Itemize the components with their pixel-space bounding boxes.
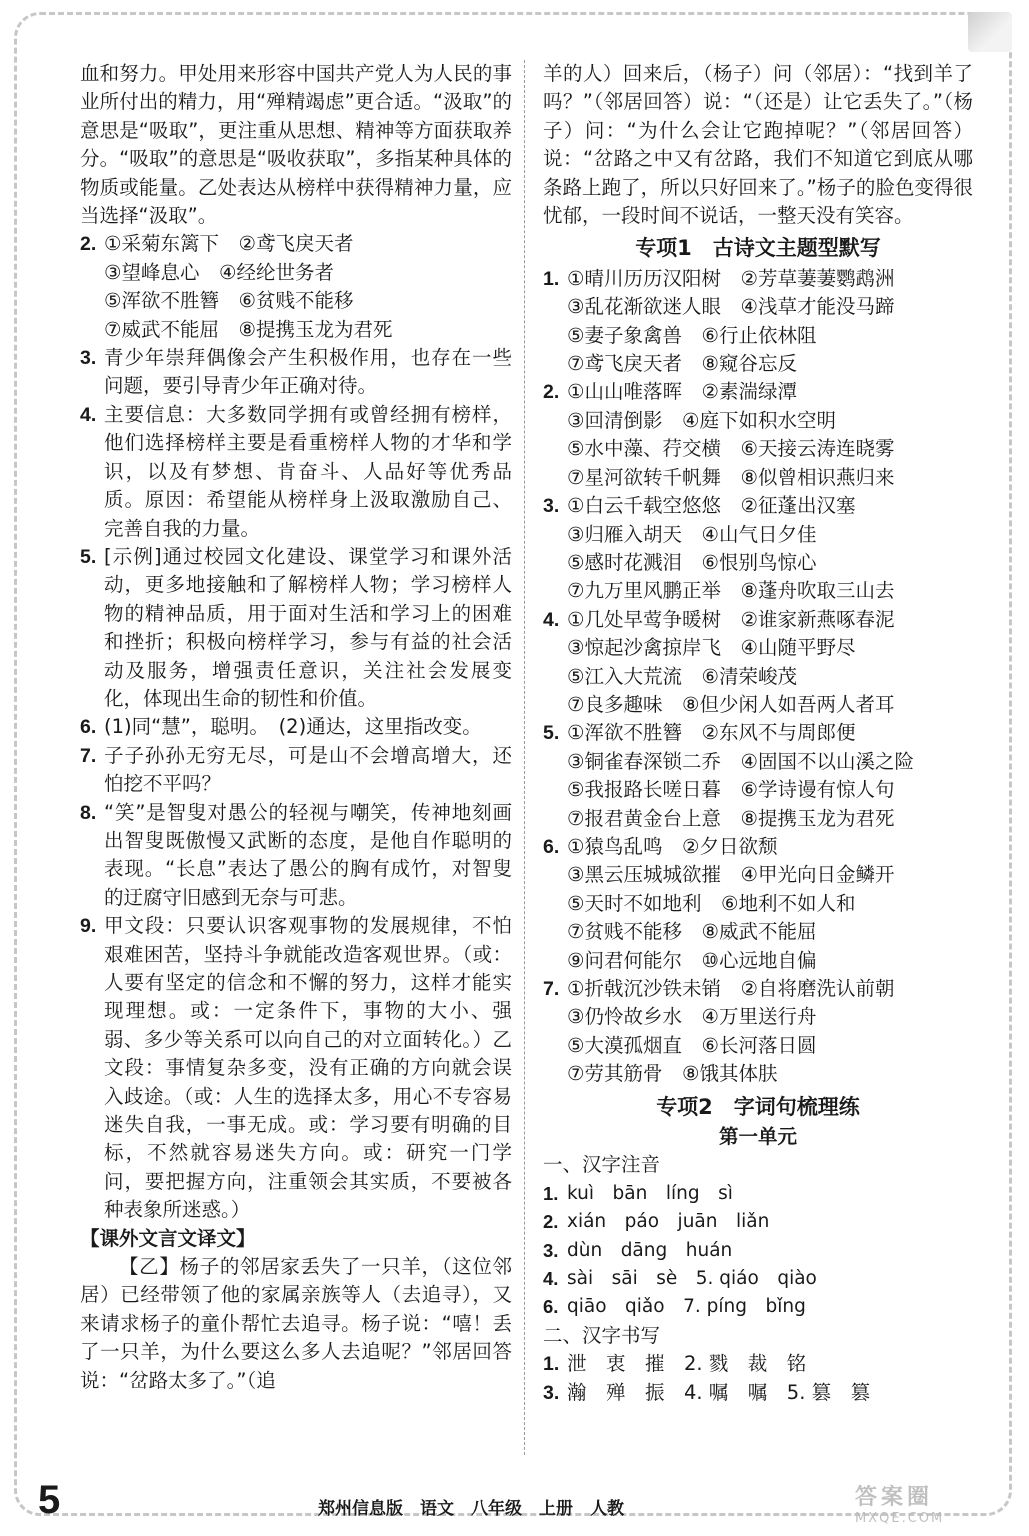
answer-line: ⑨问君何能尔 ⑩心远地自偏 [567,948,817,972]
answer-item-5 [80,543,512,713]
pinyin-line [543,1237,973,1265]
answer-line: ③惊起沙禽掠岸飞 ④山随平野尽 [567,636,856,660]
left-column [80,60,512,1395]
edition-info: 郑州信息版 语文 八年级 上册 人教 [318,1499,624,1519]
answer-line: ⑤大漠孤烟直 ⑥长河落日圆 [567,1033,817,1057]
pinyin-text: xián páo juān liǎn [567,1211,770,1233]
item-number: 6. [80,716,97,739]
item-number: 6. [543,835,560,858]
item-number: 2. [543,381,560,404]
poem-item-7 [543,975,973,1089]
answer-text: “笑”是智叟对愚公的轻视与嘲笑，传神地刻画出智叟既傲慢又武断的态度，是他自作聪明的表现。“长息”表达了愚公的胸有成竹，对智叟的迂腐守旧感到无奈与可悲。 [104,800,512,909]
pinyin-text: dùn dāng huán [567,1239,733,1261]
pinyin-text: qiāo qiǎo 7. píng bǐng [567,1296,806,1318]
answer-text: [示例]通过校园文化建设、课堂学习和课外活动，更多地接触和了解榜样人物；学习榜样人物的精神品质，用于面对生活和学习上的困难和挫折；积极向榜样学习，参与有益的社会活动及服务，增强责任意识，关注社会发展变化，体现出生命的韧性和价值。 [104,544,512,710]
pinyin-line [543,1265,973,1293]
answer-line: ①几处早莺争暖树 ②谁家新燕啄春泥 [567,607,895,631]
item-number: 1. [543,1353,560,1376]
item-number: 7. [543,978,560,1000]
item-number: 5. [80,545,97,568]
translation-header: 【课外文言文译文】 [80,1226,256,1250]
answer-line: ⑦威武不能屈 ⑧提携玉龙为君死 [104,317,393,341]
item-number: 3. [543,1239,559,1261]
poem-item-5 [543,719,973,833]
item-number: 3. [80,347,97,370]
answer-line: ⑤妻子象禽兽 ⑥行止依林阻 [567,323,817,347]
answer-line: ③乱花渐欲迷人眼 ④浅草才能没马蹄 [567,295,895,319]
answer-text: 青少年崇拜偶像会产生积极作用，也存在一些问题，要引导青少年正确对待。 [104,346,512,398]
answer-item-7 [80,742,512,799]
writing-header: 二、汉字书写 [543,1323,661,1347]
writing-text: 泄 衷 摧 2. 戮 裁 铭 [567,1352,807,1376]
answer-line: ⑦劳其筋骨 ⑧饿其体肤 [567,1062,778,1086]
item-number: 3. [543,1381,560,1404]
answer-line: ⑤江入大荒流 ⑥清荣峻茂 [567,664,797,688]
pinyin-text: kuì bān líng sì [567,1182,733,1204]
answer-line: ①猿鸟乱鸣 ②夕日欲颓 [567,834,778,858]
watermark-line-2: MXQE.COM [855,1511,945,1526]
answer-line: ⑦鸢飞戾天者 ⑧窥谷忘反 [567,352,797,376]
pinyin-line [543,1208,973,1236]
answer-text: 甲文段：只要认识客观事物的发展规律，不怕艰难困苦，坚持斗争就能改造客观世界。（或：人要有坚定的信念和不懈的努力，这样才能实现理想。或：一定条件下，事物的大小、强弱、多少等关系可以向自己的对立面转化。）乙文段：事情复杂多变，没有正确的方向就会误入歧途。（或：人生的选择太多，用心不专容易迷失自我，一事无成。或：学习要有明确的目标，不然就容易迷失方向。或：研究一门学问，要把握方向，注重领会其实质，不要被各种表象所迷惑。） [104,914,512,1222]
answer-line: ⑤感时花溅泪 ⑥恨别鸟惊心 [567,550,817,574]
answer-line: ⑦报君黄金台上意 ⑧提携玉龙为君死 [567,806,895,830]
answer-line: ⑦九万里风鹏正举 ⑧蓬舟吹取三山去 [567,579,895,603]
page-corner-curl [968,12,1012,52]
answer-line: ⑦星河欲转千帆舞 ⑧似曾相识燕归来 [567,465,895,489]
translation-text: 【乙】杨子的邻居家丢失了一只羊，（这位邻居）已经带领了他的家属亲族等人（去追寻），又来请求杨子的童仆帮忙去追寻。杨子说：“嘻！丢了一只羊，为什么要这么多人去追呢？”邻居回答说：“岔路太多了。”（追 [80,1255,512,1392]
page-number: 5 [38,1478,61,1522]
pinyin-text: sài sāi sè 5. qiáo qiào [567,1268,817,1290]
item-number: 4. [543,608,560,631]
poem-item-2 [543,378,973,492]
page-footer [38,1478,998,1528]
writing-line [543,1379,973,1407]
answer-item-8 [80,799,512,913]
right-column [543,60,973,1407]
item-number: 1. [543,1182,559,1204]
answer-line: ③黑云压城城欲摧 ④甲光向日金鳞开 [567,863,895,887]
pinyin-line [543,1180,973,1208]
pinyin-line [543,1293,973,1321]
poem-item-3 [543,492,973,606]
answer-item-3 [80,344,512,401]
item-number: 8. [80,801,97,824]
answer-item-9 [80,912,512,1224]
poem-item-4 [543,606,973,720]
answer-line: ⑤水中藻、荇交横 ⑥天接云涛连晓雾 [567,437,895,461]
unit-title: 第一单元 [718,1125,797,1149]
column-divider [524,60,525,1455]
answer-line: ③望峰息心 ④经纶世务者 [104,260,334,284]
answer-line: ③归雁入胡天 ④山气日夕佳 [567,522,817,546]
item-number: 2. [543,1211,559,1233]
answer-text: 主要信息：大多数同学拥有或曾经拥有榜样，他们选择榜样主要是看重榜样人物的才华和学识，以及有梦想、肯奋斗、人品好等优秀品质。原因：希望能从榜样身上汲取激励自己、完善自我的力量。 [104,402,512,540]
writing-text: 瀚 殚 振 4. 嘱 嘱 5. 篡 篡 [567,1380,871,1404]
poem-item-1 [543,265,973,379]
answer-line: ③仍怜故乡水 ④万里送行舟 [567,1005,817,1029]
translation-continued: 羊的人）回来后，（杨子）问（邻居）：“找到羊了吗？”（邻居回答）说：“（还是）让它丢失了。”（杨子）问：“为什么会让它跑掉呢？”（邻居回答）说：“岔路之中又有岔路，我们不知道它到底从哪条路上跑了，所以只好回来了。”杨子的脸色变得很忧郁，一段时间不说话，一整天没有笑容。 [543,62,973,228]
answer-item-4 [80,401,512,543]
poem-item-6 [543,833,973,975]
section-title-2: 专项2 字词句梳理练 [656,1094,860,1119]
item-number: 9. [80,915,97,938]
answer-line: ⑦良多趣味 ⑧但少闲人如吾两人者耳 [567,692,895,716]
answer-1-continued: 血和努力。甲处用来形容中国共产党人为人民的事业所付出的精力，用“殚精竭虑”更合适。“汲取”的意思是“吸取”，更注重从思想、精神等方面获取养分。“吸取”的意思是“吸收获取”，多指某种具体的物质或能量。乙处表达从榜样中获得精神力量，应当选择“汲取”。 [80,62,512,228]
answer-line: ⑤我报路长嗟日暮 ⑥学诗谩有惊人句 [567,778,895,802]
item-number: 2. [80,233,97,256]
watermark-logo [855,1485,1015,1529]
item-number: 3. [543,495,560,518]
answer-line: ①山山唯落晖 ②素湍绿潭 [567,380,797,404]
answer-line: ⑤浑欲不胜簪 ⑥贫贱不能移 [104,289,354,313]
answer-line: ①折戟沉沙铁未销 ②自将磨洗认前朝 [567,977,895,1000]
answer-line: ③铜雀春深锁二乔 ④固国不以山溪之险 [567,749,914,773]
watermark-line-1: 答案圈 [855,1485,934,1510]
answer-text: 子子孙孙无穷无尽，可是山不会增高增大，还怕挖不平吗？ [104,743,512,796]
answer-line: ⑦贫贱不能移 ⑧威武不能屈 [567,920,817,944]
answer-line: ①白云千载空悠悠 ②征蓬出汉塞 [567,494,856,518]
answer-item-6 [80,713,512,741]
answer-line: ③回清倒影 ④庭下如积水空明 [567,408,836,432]
answer-text: (1)同“慧”，聪明。 (2)通达，这里指改变。 [104,715,482,739]
answer-line: ①晴川历历汉阳树 ②芳草萋萋鹦鹉洲 [567,266,895,290]
answer-line: ①浑欲不胜簪 ②东风不与周郎便 [567,721,856,745]
item-number: 6. [543,1296,559,1318]
pinyin-header: 一、汉字注音 [543,1153,661,1177]
answer-line: ⑤天时不如地利 ⑥地利不如人和 [567,891,856,915]
item-number: 1. [543,267,560,290]
answer-line: ①采菊东篱下 ②鸢飞戾天者 [104,232,354,256]
section-title-1: 专项1 古诗文主题型默写 [635,236,881,261]
answer-item-2 [80,230,512,344]
item-number: 5. [543,722,560,745]
item-number: 7. [80,744,97,767]
writing-line [543,1350,973,1378]
item-number: 4. [80,403,97,426]
item-number: 4. [543,1268,559,1290]
